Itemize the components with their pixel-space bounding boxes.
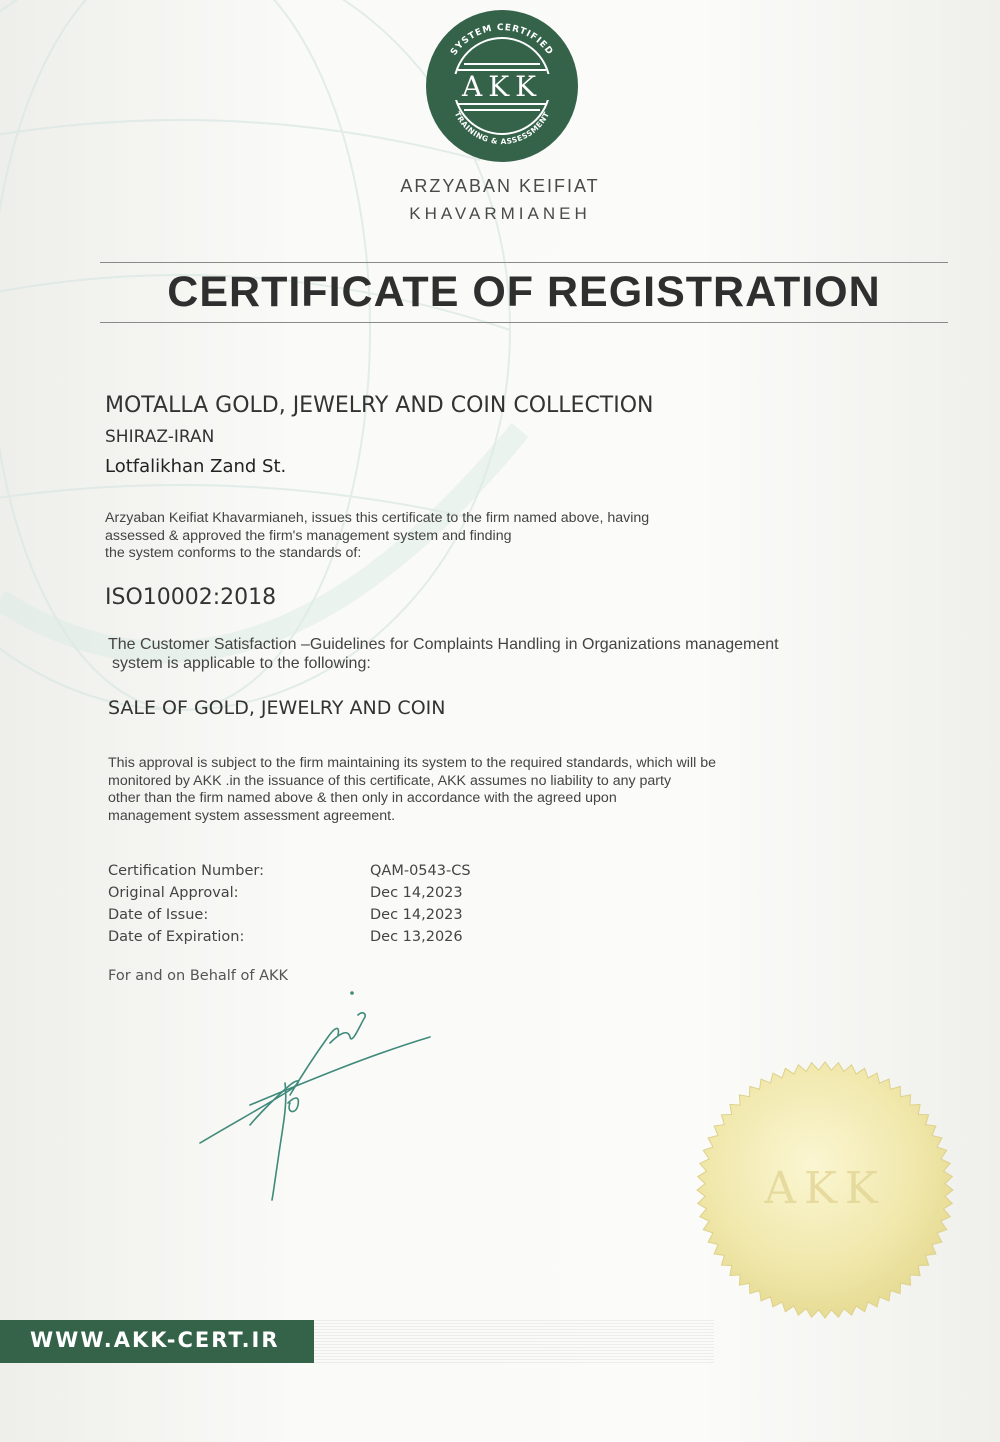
detail-value: Dec 14,2023 bbox=[370, 907, 463, 923]
detail-label: Original Approval: bbox=[108, 885, 239, 901]
detail-label: Date of Issue: bbox=[108, 907, 209, 923]
footer-decoration bbox=[314, 1320, 714, 1363]
seal-emboss-text: AKK bbox=[764, 1163, 886, 1214]
company-street: Lotfalikhan Zand St. bbox=[105, 456, 287, 477]
approval-line: other than the firm named above & then only in accordance with the agreed upon bbox=[108, 790, 617, 806]
detail-label: Date of Expiration: bbox=[108, 929, 245, 945]
intro-line: the system conforms to the standards of: bbox=[105, 545, 362, 561]
gold-seal bbox=[690, 1055, 960, 1325]
applicability-paragraph bbox=[108, 635, 868, 673]
detail-value: QAM-0543-CS bbox=[370, 863, 471, 879]
certification-scope: SALE OF GOLD, JEWELRY AND COIN bbox=[108, 697, 446, 719]
title-bottom-rule bbox=[100, 322, 948, 323]
certificate-title: CERTIFICATE OF REGISTRATION bbox=[167, 268, 881, 316]
logo-ring-bottom-text: TRAINING & ASSESSMENT bbox=[452, 110, 552, 147]
signature bbox=[190, 985, 450, 1215]
intro-paragraph bbox=[105, 510, 745, 563]
standard-code: ISO10002:2018 bbox=[105, 585, 277, 610]
detail-value: Dec 14,2023 bbox=[370, 885, 463, 901]
company-city: SHIRAZ-IRAN bbox=[105, 427, 215, 447]
approval-line: management system assessment agreement. bbox=[108, 807, 396, 824]
approval-line: monitored by AKK .in the issuance of this certificate, AKK assumes no liability to any party bbox=[108, 772, 672, 789]
applicability-line: system is applicable to the following: bbox=[112, 655, 371, 672]
logo-ring-top-text: SYSTEM CERTIFIED bbox=[449, 22, 555, 58]
on-behalf-text: For and on Behalf of AKK bbox=[108, 968, 289, 984]
approval-line: This approval is subject to the firm maintaining its system to the required standards, which will be bbox=[108, 755, 716, 771]
akk-logo bbox=[424, 8, 580, 164]
organization-name-line1: ARZYABAN KEIFIAT bbox=[400, 176, 600, 196]
organization-name-line2: KHAVARMIANEH bbox=[409, 204, 591, 223]
detail-label: Certification Number: bbox=[108, 863, 264, 879]
approval-paragraph bbox=[108, 755, 808, 825]
applicability-line: The Customer Satisfaction –Guidelines for Complaints Handling in Organizations management bbox=[108, 636, 779, 653]
company-name: MOTALLA GOLD, JEWELRY AND COIN COLLECTION bbox=[105, 393, 654, 418]
intro-line: assessed & approved the firm's management system and finding bbox=[105, 527, 512, 544]
intro-line: Arzyaban Keifiat Khavarmianeh, issues this certificate to the firm named above, having bbox=[105, 510, 650, 526]
title-top-rule bbox=[100, 262, 948, 263]
website-url[interactable]: WWW.AKK-CERT.IR bbox=[30, 1328, 280, 1352]
detail-value: Dec 13,2026 bbox=[370, 929, 463, 945]
logo-center-text: AKK bbox=[461, 70, 543, 103]
